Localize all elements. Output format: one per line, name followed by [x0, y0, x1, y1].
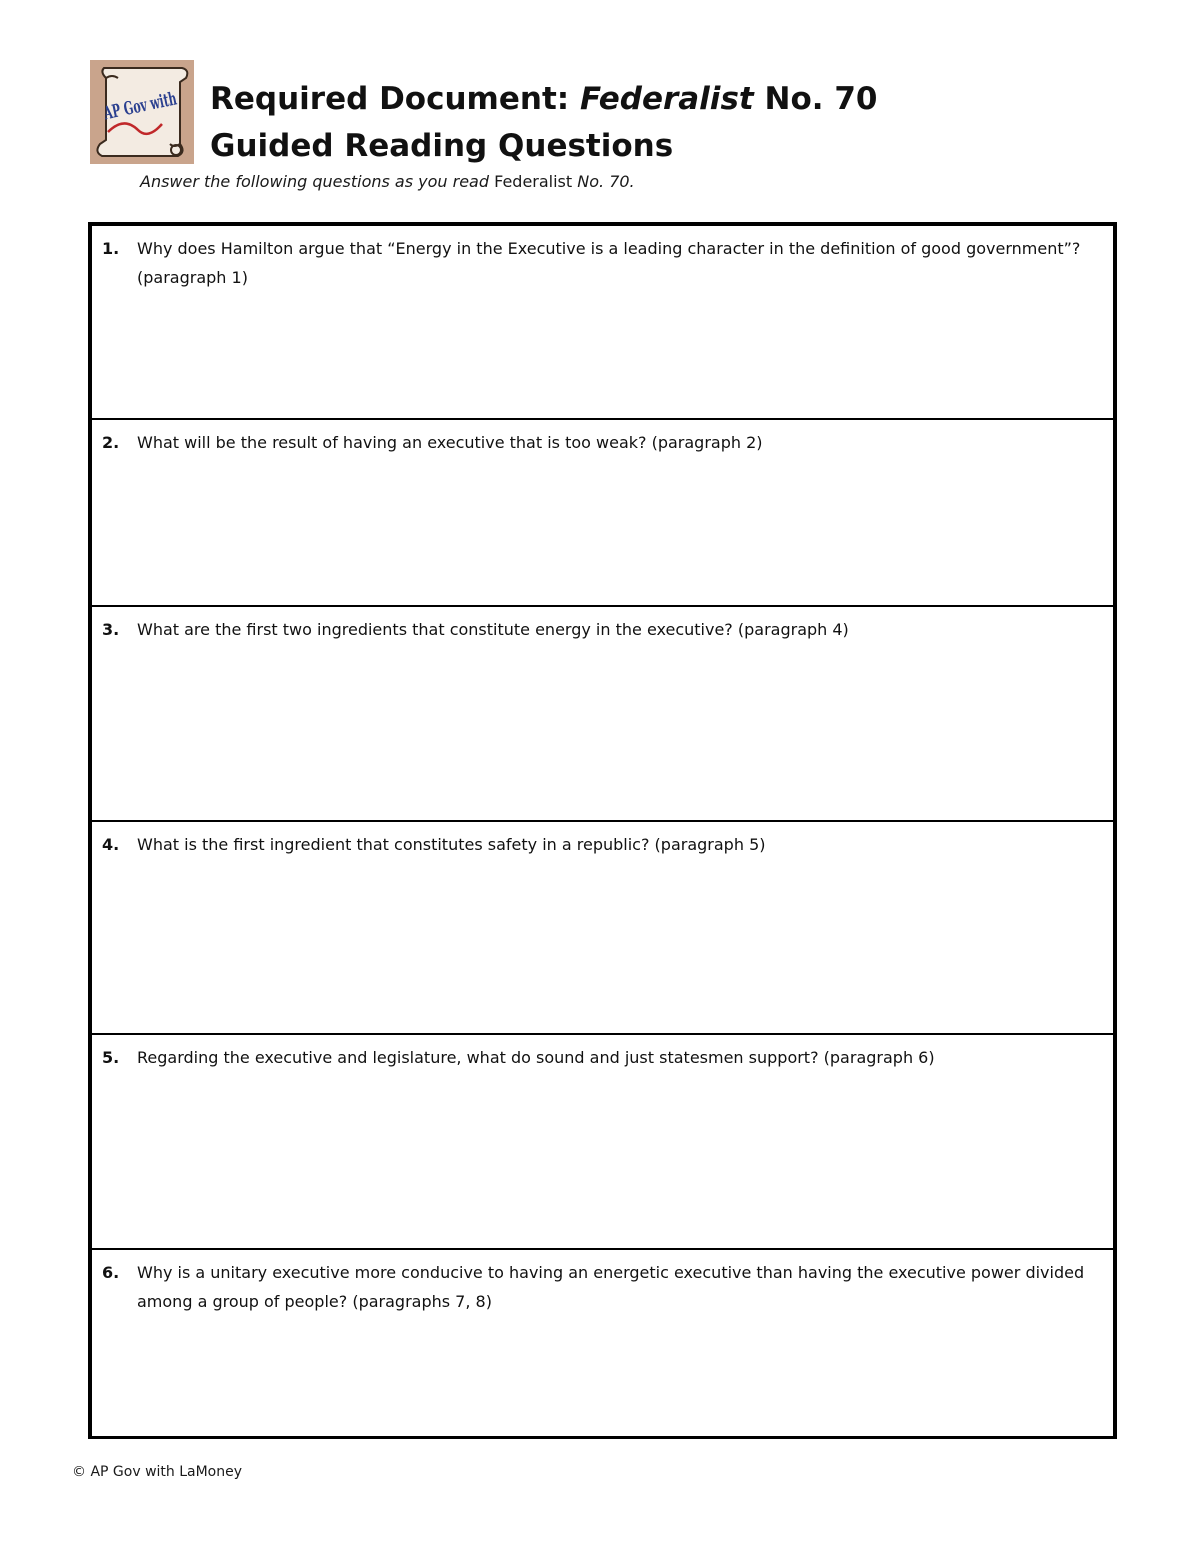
copyright-footer: © AP Gov with LaMoney — [72, 1464, 243, 1480]
question-number: 5. — [102, 1048, 120, 1067]
question-number: 2. — [102, 433, 120, 452]
question-number: 4. — [102, 835, 120, 854]
instructions: Answer the following questions as you read Federalist No. 70. — [140, 172, 635, 191]
question-text: Why does Hamilton argue that “Energy in the Executive is a leading character in the definition of good government”? (paragraph 1) — [137, 239, 1081, 287]
ap-gov-logo — [90, 60, 226, 164]
question-text: What will be the result of having an executive that is too weak? (paragraph 2) — [137, 433, 763, 452]
logo-text: AP Gov with — [101, 78, 226, 125]
question-number: 3. — [102, 620, 120, 639]
document-subtitle: Guided Reading Questions — [210, 128, 674, 164]
question-number: 1. — [102, 239, 120, 258]
question-row-1 — [92, 226, 1113, 418]
question-number: 6. — [102, 1263, 120, 1282]
question-text: What is the first ingredient that constitutes safety in a republic? (paragraph 5) — [137, 835, 766, 854]
question-table — [88, 222, 1117, 1439]
question-row-4 — [92, 820, 1113, 1033]
question-text: Regarding the executive and legislature, what do sound and just statesmen support? (paragraph 6) — [137, 1048, 935, 1067]
scroll-icon — [90, 60, 226, 164]
question-text: What are the first two ingredients that constitute energy in the executive? (paragraph 4) — [137, 620, 849, 639]
question-row-5 — [92, 1033, 1113, 1248]
question-row-3 — [92, 605, 1113, 820]
title-block — [210, 76, 877, 170]
document-title: Required Document: Federalist No. 70 — [210, 81, 878, 117]
question-row-6 — [92, 1248, 1113, 1436]
question-row-2 — [92, 418, 1113, 605]
question-text: Why is a unitary executive more conducive to having an energetic executive than having the executive power divided among a group of people? (paragraphs 7, 8) — [137, 1263, 1085, 1311]
